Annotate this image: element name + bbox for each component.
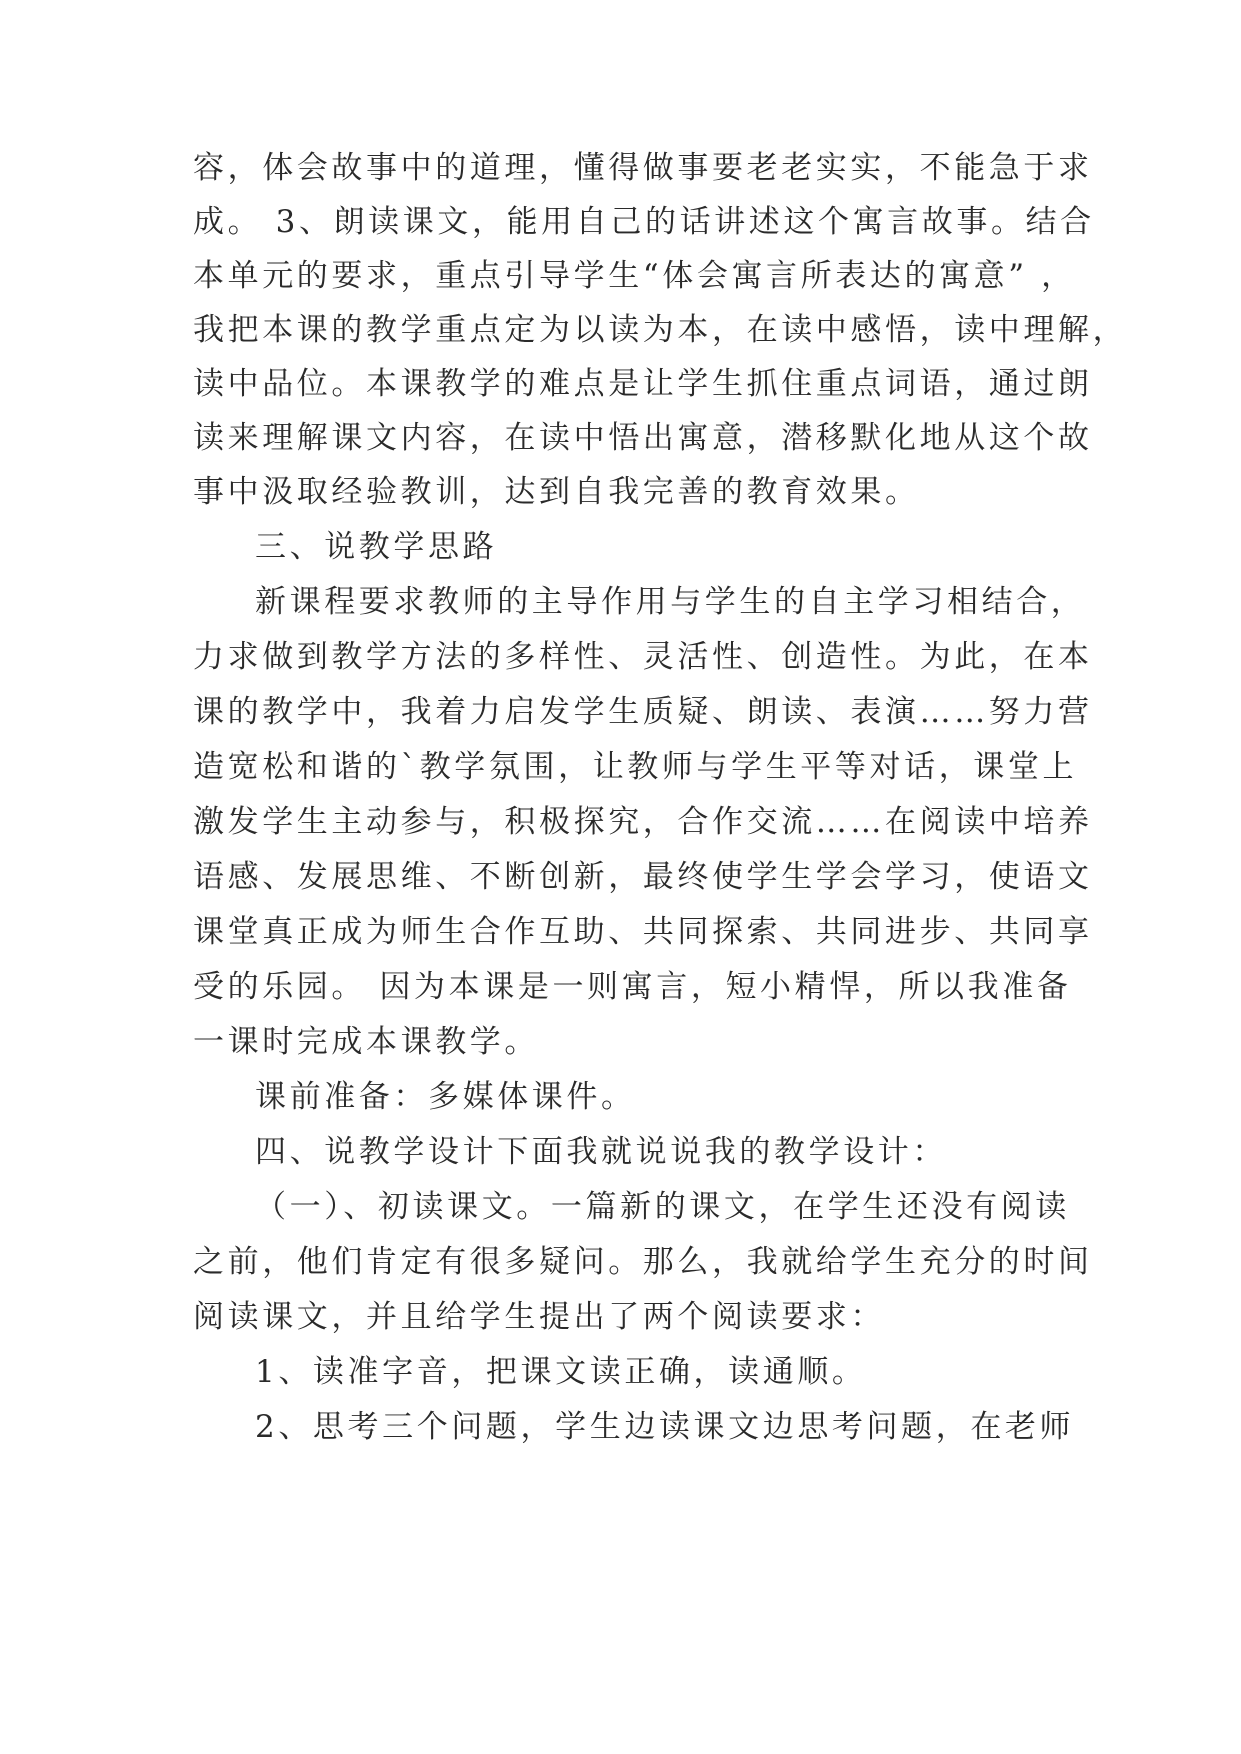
section-heading: 三、说教学思路 <box>255 529 498 565</box>
text-line: 造宽松和谐的`教学氛围，让教师与学生平等对话，课堂上 <box>193 749 1078 785</box>
text-line: 之前，他们肯定有很多疑问。那么，我就给学生充分的时间 <box>193 1244 1093 1280</box>
text-line: 课前准备：多媒体课件。 <box>255 1079 636 1115</box>
section-heading: 四、说教学设计下面我就说说我的教学设计： <box>255 1134 947 1170</box>
text-line: 成。 3、朗读课文，能用自己的话讲述这个寓言故事。结合 <box>193 204 1095 240</box>
text-line: （一）、初读课文。一篇新的课文，在学生还没有阅读 <box>255 1189 1070 1225</box>
text-line: 我把本课的教学重点定为以读为本，在读中感悟，读中理解， <box>193 312 1128 348</box>
text-line: 课的教学中，我着力启发学生质疑、朗读、表演……努力营 <box>193 694 1093 730</box>
text-line: 激发学生主动参与，积极探究，合作交流……在阅读中培养 <box>193 804 1093 840</box>
text-line: 新课程要求教师的主导作用与学生的自主学习相结合， <box>255 584 1086 620</box>
text-line: 读来理解课文内容，在读中悟出寓意，潜移默化地从这个故 <box>193 420 1093 456</box>
text-line: 语感、发展思维、不断创新，最终使学生学会学习，使语文 <box>193 859 1093 895</box>
text-line: 容，体会故事中的道理，懂得做事要老老实实，不能急于求 <box>193 150 1093 186</box>
list-item: 2、思考三个问题，学生边读课文边思考问题，在老师 <box>255 1409 1075 1445</box>
text-line: 事中汲取经验教训，达到自我完善的教育效果。 <box>193 474 920 510</box>
text-line: 读中品位。本课教学的难点是让学生抓住重点词语，通过朗 <box>193 366 1093 402</box>
text-line: 本单元的要求，重点引导学生“体会寓言所表达的寓意” ， <box>193 258 1076 294</box>
list-item: 1、读准字音，把课文读正确，读通顺。 <box>255 1354 867 1390</box>
text-line: 课堂真正成为师生合作互助、共同探索、共同进步、共同享 <box>193 914 1093 950</box>
text-line: 力求做到教学方法的多样性、灵活性、创造性。为此，在本 <box>193 639 1093 675</box>
text-line: 受的乐园。 因为本课是一则寓言，短小精悍，所以我准备 <box>193 969 1072 1005</box>
text-line: 一课时完成本课教学。 <box>193 1024 539 1060</box>
text-line: 阅读课文，并且给学生提出了两个阅读要求： <box>193 1299 885 1335</box>
